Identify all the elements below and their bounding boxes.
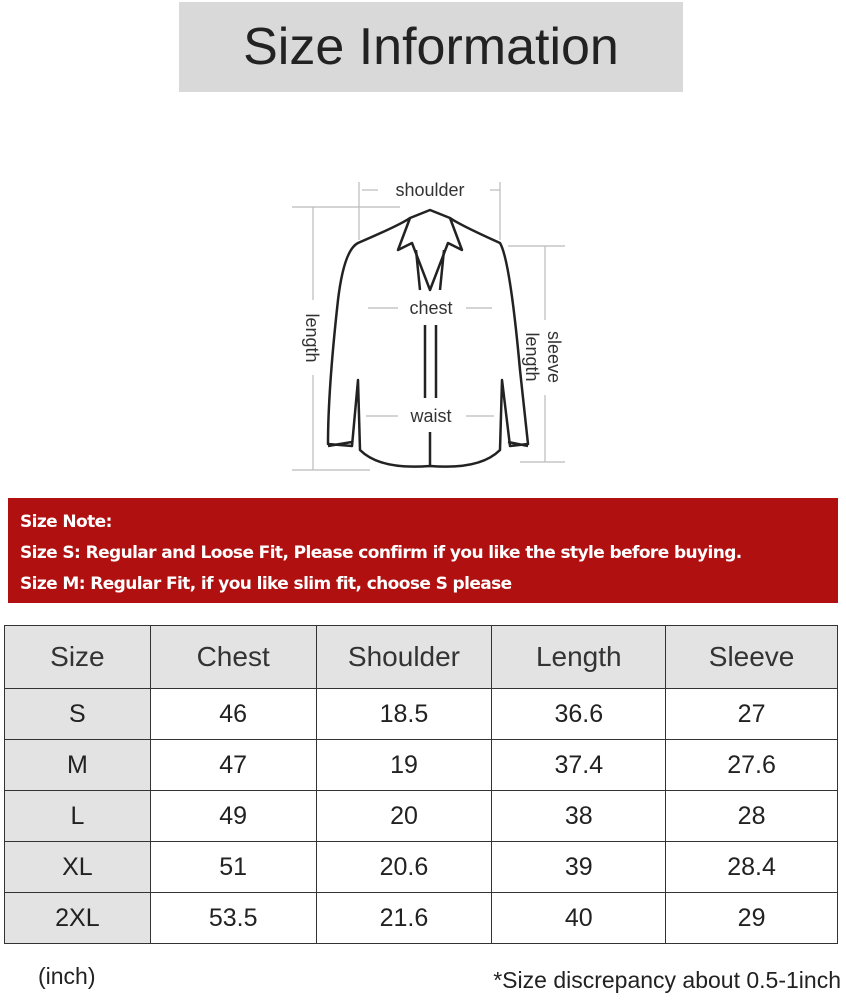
header-sleeve: Sleeve [666,626,838,689]
cell-length: 36.6 [492,689,666,740]
cell-length: 39 [492,842,666,893]
cell-shoulder: 20.6 [316,842,492,893]
cell-shoulder: 18.5 [316,689,492,740]
cell-size: S [5,689,151,740]
unit-label: (inch) [38,963,96,989]
size-table [4,625,838,944]
header-shoulder: Shoulder [316,626,492,689]
table-row [5,791,838,842]
length-label: length [302,313,322,363]
table-row [5,842,838,893]
table-row [5,740,838,791]
cell-size: XL [5,842,151,893]
sleeve-label: sleeve [544,330,564,384]
measurement-guides [292,182,565,470]
cell-chest: 49 [150,791,316,842]
cell-sleeve: 27 [666,689,838,740]
size-note-heading: Size Note: [20,512,112,532]
cell-chest: 53.5 [150,893,316,944]
chest-label: chest [409,298,453,318]
table-header-row [5,626,838,689]
cell-sleeve: 28.4 [666,842,838,893]
cell-chest: 46 [150,689,316,740]
table-row [5,893,838,944]
cell-chest: 47 [150,740,316,791]
cell-size: L [5,791,151,842]
table-row [5,689,838,740]
cell-sleeve: 29 [666,893,838,944]
page-title: Size Information [179,2,683,92]
header-size: Size [5,626,151,689]
cell-size: M [5,740,151,791]
cell-length: 37.4 [492,740,666,791]
cell-length: 40 [492,893,666,944]
waist-label: waist [410,406,452,426]
cell-shoulder: 20 [316,791,492,842]
cell-chest: 51 [150,842,316,893]
size-note [8,498,838,603]
size-note-line: Size M: Regular Fit, if you like slim fit, choose S please [20,574,512,594]
cell-length: 38 [492,791,666,842]
cell-shoulder: 19 [316,740,492,791]
discrepancy-note: *Size discrepancy about 0.5-1inch [493,967,841,993]
header-chest: Chest [150,626,316,689]
header-length: Length [492,626,666,689]
cell-sleeve: 28 [666,791,838,842]
size-note-line: Size S: Regular and Loose Fit, Please confirm if you like the style before buying. [20,543,742,563]
cell-shoulder: 21.6 [316,893,492,944]
shoulder-label: shoulder [395,180,465,200]
sleeve-length-label: length [522,332,542,382]
cell-size: 2XL [5,893,151,944]
cell-sleeve: 27.6 [666,740,838,791]
shirt-measurement-diagram [280,170,580,480]
shirt-outline [328,210,528,467]
